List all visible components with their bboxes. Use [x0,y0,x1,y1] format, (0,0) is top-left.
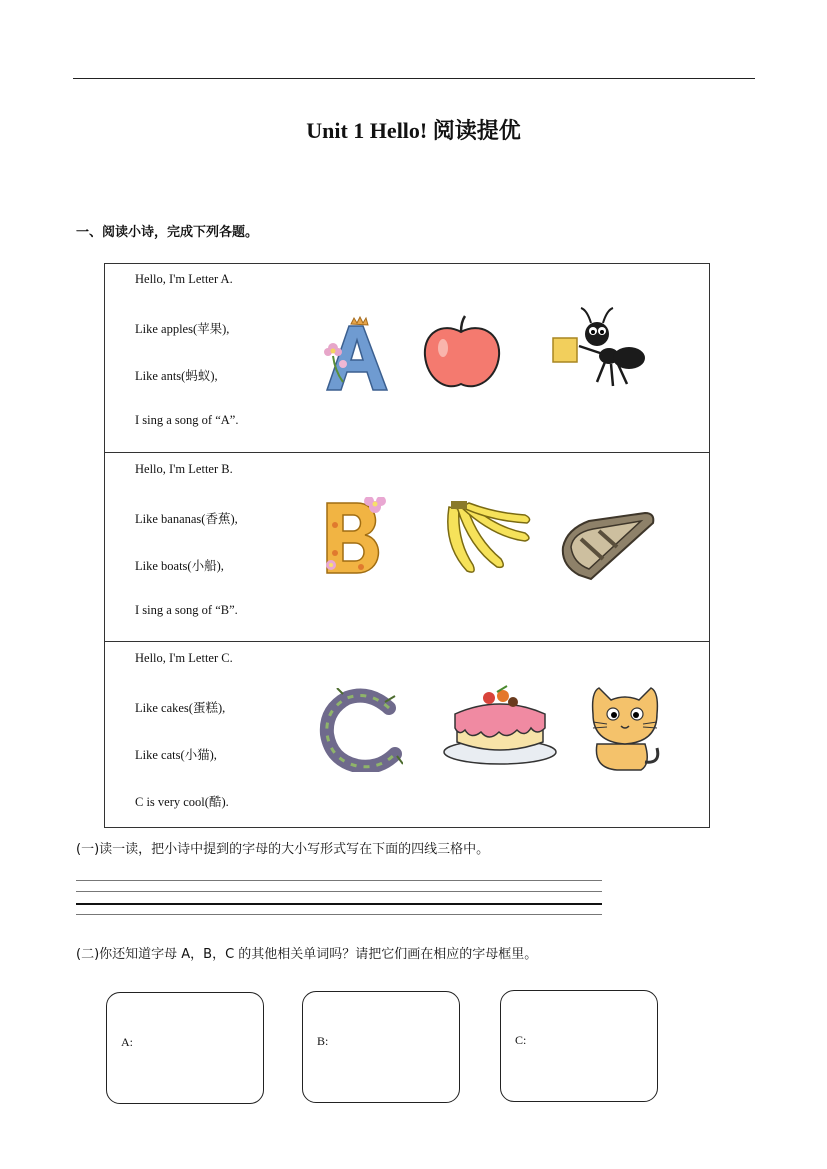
cat-icon [589,684,661,774]
poem-line: I sing a song of “B”. [135,603,238,617]
header-rule [73,78,755,79]
drawing-box-c[interactable] [500,990,658,1102]
letter-a-flower-icon [319,316,393,396]
poem-line: Like cats(小猫), [135,748,217,762]
box-label: B: [317,1034,329,1048]
four-line-grid[interactable] [76,880,602,916]
banana-bunch-icon [439,501,533,579]
letter-c-vine-icon [319,688,403,772]
section-one-heading: 一、阅读小诗，完成下列各题。 [76,225,259,240]
poem-line: C is very cool(酷). [135,795,229,809]
ant-icon [551,306,647,396]
poem-row-c [105,641,709,830]
question-one-text: (一)读一读，把小诗中提到的字母的大小写形式写在下面的四线三格中。 [76,842,490,857]
poem-row-b [105,452,709,641]
poem-line: Like bananas(香蕉), [135,512,238,526]
poem-line: Hello, I'm Letter B. [135,462,233,476]
page-title: Unit 1 Hello! 阅读提优 [306,118,521,143]
poem-line: Like apples(苹果), [135,322,230,336]
poem-line: Hello, I'm Letter C. [135,651,233,665]
box-label: A: [121,1035,133,1049]
drawing-box-b[interactable] [302,991,460,1103]
poem-line: Like cakes(蛋糕), [135,701,226,715]
poem-row-a [105,264,709,452]
drawing-box-a[interactable] [106,992,264,1104]
cake-icon [441,684,559,768]
poem-line: Hello, I'm Letter A. [135,272,233,286]
question-two-text: (二)你还知道字母 A，B，C 的其他相关单词吗？请把它们画在相应的字母框里。 [76,947,538,962]
apple-icon [421,314,503,394]
letter-b-flower-icon [321,497,389,577]
poem-line: Like boats(小船), [135,559,224,573]
poem-table [104,263,710,828]
boat-icon [559,503,659,583]
poem-line: I sing a song of “A”. [135,413,239,427]
poem-line: Like ants(蚂蚁), [135,369,218,383]
box-label: C: [515,1033,527,1047]
